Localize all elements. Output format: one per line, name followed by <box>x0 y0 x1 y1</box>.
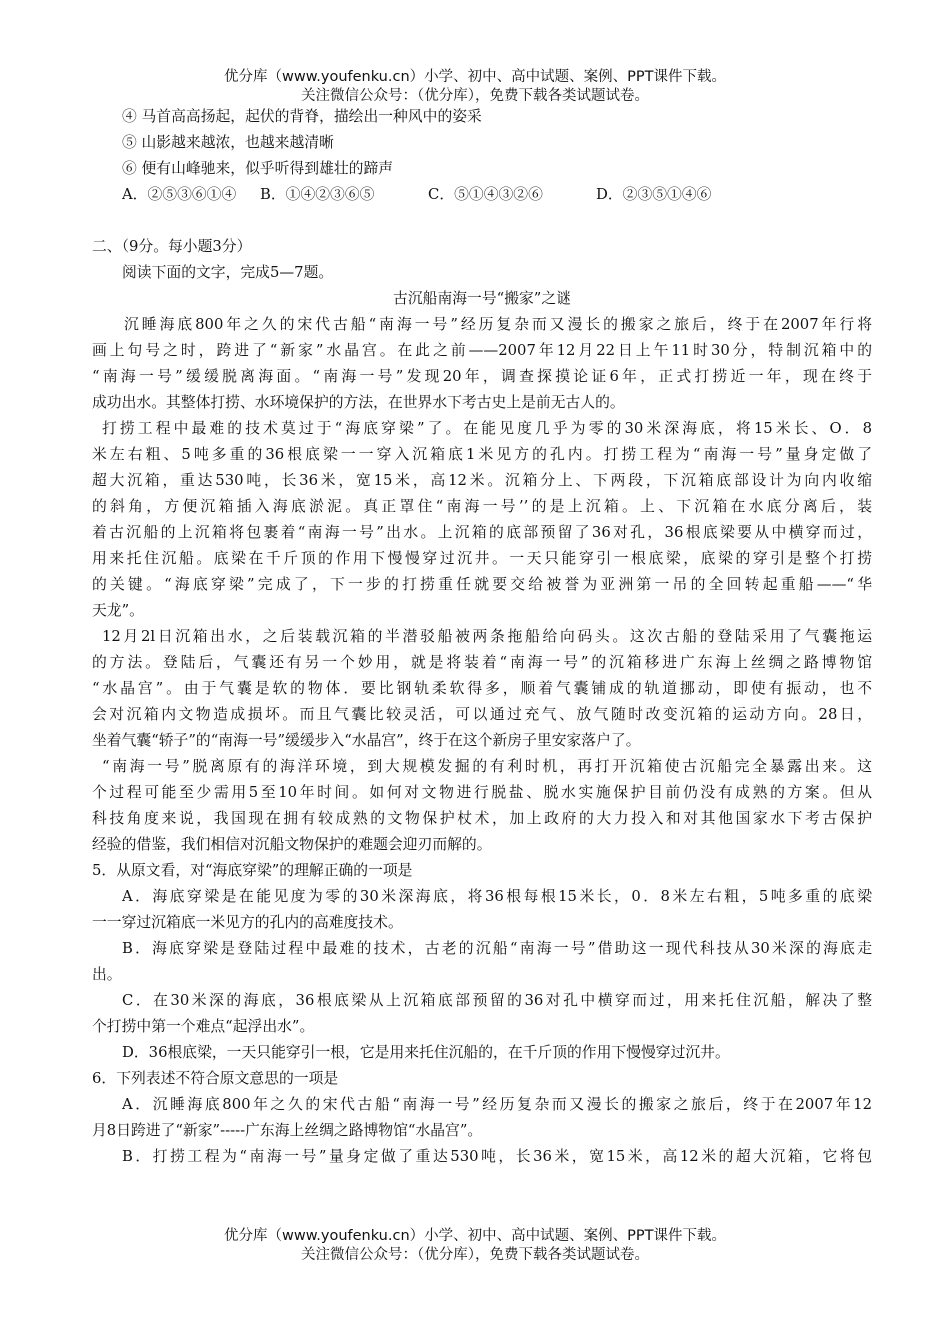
passage-line: 沉睡海底800年之久的宋代古船“南海一号”经历复杂而又漫长的搬家之旅后，终于在2007年行将 <box>124 316 872 333</box>
passage-title: 古沉船南海一号“搬家”之谜 <box>393 290 571 307</box>
question-5-option: D．36根底梁，一天只能穿引一根，它是用来托住沉船的，在千斤顶的作用下慢慢穿过沉井。 <box>122 1044 730 1061</box>
passage-line: 用来托住沉船。底梁在千斤顶的作用下慢慢穿过沉井。一天只能穿引一根底梁，底梁的穿引是整个打捞 <box>92 550 872 567</box>
reading-instruction: 阅读下面的文字，完成5—7题。 <box>122 264 334 281</box>
passage-line: 着古沉船的上沉箱将包裹着“南海一号”出水。上沉箱的底部预留了36对孔，36根底梁要从中横穿而过， <box>92 524 872 541</box>
document-body <box>92 104 872 1170</box>
q4-option-b: B．①④②③⑥⑤ <box>260 186 375 203</box>
question-6-stem: 6．下列表述不符合原文意思的一项是 <box>92 1070 339 1087</box>
passage-line: 天龙”。 <box>92 602 144 619</box>
q4-options <box>92 182 872 208</box>
passage-line: 12月2l日沉箱出水，之后装载沉箱的半潜驳船被两条拖船给向码头。这次古船的登陆采用了气囊拖运 <box>102 628 872 645</box>
question-5-option: 一一穿过沉箱底一米见方的孔内的高难度技术。 <box>92 914 403 931</box>
question-5-option: 出。 <box>92 966 122 983</box>
q4-option-d: D．②③⑤①④⑥ <box>596 186 712 203</box>
q4-item: ④ 马首高高扬起，起伏的背脊，描绘出一种风中的姿采 <box>122 108 482 125</box>
header-line-2: 关注微信公众号：（优分库），免费下载各类试题试卷。 <box>301 88 649 104</box>
passage-line: 会对沉箱内文物造成损坏。而且气囊比较灵活，可以通过充气、放气随时改变沉箱的运动方向。28日， <box>92 706 872 723</box>
passage-line: 科技角度来说，我国现在拥有较成熟的文物保护杖术，加上政府的大力投入和对其他国家水下考古保护 <box>92 810 872 827</box>
passage-line: 个过程可能至少需用5至10年时间。如何对文物进行脱盐、脱水实施保护目前仍没有成熟的方案。但从 <box>92 784 872 801</box>
question-6-option: A．沉睡海底800年之久的宋代古船“南海一号”经历复杂而又漫长的搬家之旅后，终于在2007年12 <box>122 1096 872 1113</box>
question-5-option: A．海底穿梁是在能见度为零的30米深海底，将36根每根15米长，0．8米左右粗，5吨多重的底梁 <box>122 888 872 905</box>
passage-line: 米左右粗、5吨多重的36根底梁一一穿入沉箱底1米见方的孔内。打捞工程为“南海一号”量身定做了 <box>92 446 872 463</box>
passage-line: 超大沉箱，重达530吨，长36米，宽15米，高12米。沉箱分上、下两段，下沉箱底部设计为向内收缩 <box>92 472 872 489</box>
passage-line: 经验的借鉴，我们相信对沉船文物保护的难题会迎刃而解的。 <box>92 836 492 853</box>
passage-line: 的斜角，方便沉箱插入海底淤泥。真正罩住“南海一号’’的是上沉箱。上、下沉箱在水底分离后，装 <box>92 498 872 515</box>
passage-line: 的关键。“海底穿梁”完成了，下一步的打捞重任就要交给被誉为亚洲第一吊的全回转起重船——“华 <box>92 576 872 593</box>
question-5-option: B．海底穿梁是登陆过程中最难的技术，古老的沉船“南海一号”借助这一现代科技从30米深的海底走 <box>122 940 872 957</box>
passage-line: 坐着气囊“轿子”的“南海一号”缓缓步入“水晶宫”，终于在这个新房子里安家落户了。 <box>92 732 641 749</box>
question-5-option: C．在30米深的海底，36根底梁从上沉箱底部预留的36对孔中横穿而过，用来托住沉船，解决了整 <box>122 992 872 1009</box>
question-6-option: 月8日跨进了“新家”-----广东海上丝绸之路博物馆“水晶宫”。 <box>92 1122 483 1139</box>
page-footer <box>0 1227 950 1265</box>
section-heading: 二、（9分。每小题3分） <box>92 238 252 255</box>
passage-line: “水晶宫”。由于气囊是软的物体．要比钢轨柔软得多，顺着气囊铺成的轨道挪动，即使有振动，也不 <box>92 680 872 697</box>
passage-line: “南海一号”脱离原有的海洋环境，到大规模发掘的有利时机，再打开沉箱使古沉船完全暴露出来。这 <box>102 758 872 775</box>
footer-line-1: 优分库（www.youfenku.cn）小学、初中、高中试题、案例、PPT课件下载。 <box>224 1228 726 1244</box>
q4-item: ⑥ 便有山峰驰来，似乎听得到雄壮的蹄声 <box>122 160 394 177</box>
passage-line: 的方法。登陆后，气囊还有另一个妙用，就是将装着“南海一号”的沉箱移进广东海上丝绸之路博物馆 <box>92 654 872 671</box>
question-6-option: B．打捞工程为“南海一号”量身定做了重达530吨，长36米，宽15米，高12米的超大沉箱，它将包 <box>122 1148 872 1165</box>
passage-line: 成功出水。其整体打捞、水环境保护的方法，在世界水下考古史上是前无古人的。 <box>92 394 625 411</box>
footer-line-2: 关注微信公众号：（优分库），免费下载各类试题试卷。 <box>301 1247 649 1263</box>
header-line-1: 优分库（www.youfenku.cn）小学、初中、高中试题、案例、PPT课件下载。 <box>224 69 726 85</box>
q4-option-a: A．②⑤③⑥①④ <box>122 186 237 203</box>
q4-item: ⑤ 山影越来越浓，也越来越清晰 <box>122 134 334 151</box>
question-5-option: 个打捞中第一个难点“起浮出水”。 <box>92 1018 315 1035</box>
passage-line: “南海一号”缓缓脱离海面。“南海一号”发现20年，调查探摸论证6年，正式打捞近一年，现在终于 <box>92 368 872 385</box>
q4-option-c: C．⑤①④③②⑥ <box>428 186 543 203</box>
question-5-stem: 5．从原文看，对“海底穿梁”的理解正确的一项是 <box>92 862 413 879</box>
passage-line: 打捞工程中最难的技术莫过于“海底穿梁”了。在能见度几乎为零的30米深海底，将15米长、O．8 <box>102 420 872 437</box>
page-header <box>0 68 950 106</box>
passage-line: 画上句号之时，跨进了“新家”水晶宫。在此之前——2007年12月22日上午11时30分，特制沉箱中的 <box>92 342 872 359</box>
